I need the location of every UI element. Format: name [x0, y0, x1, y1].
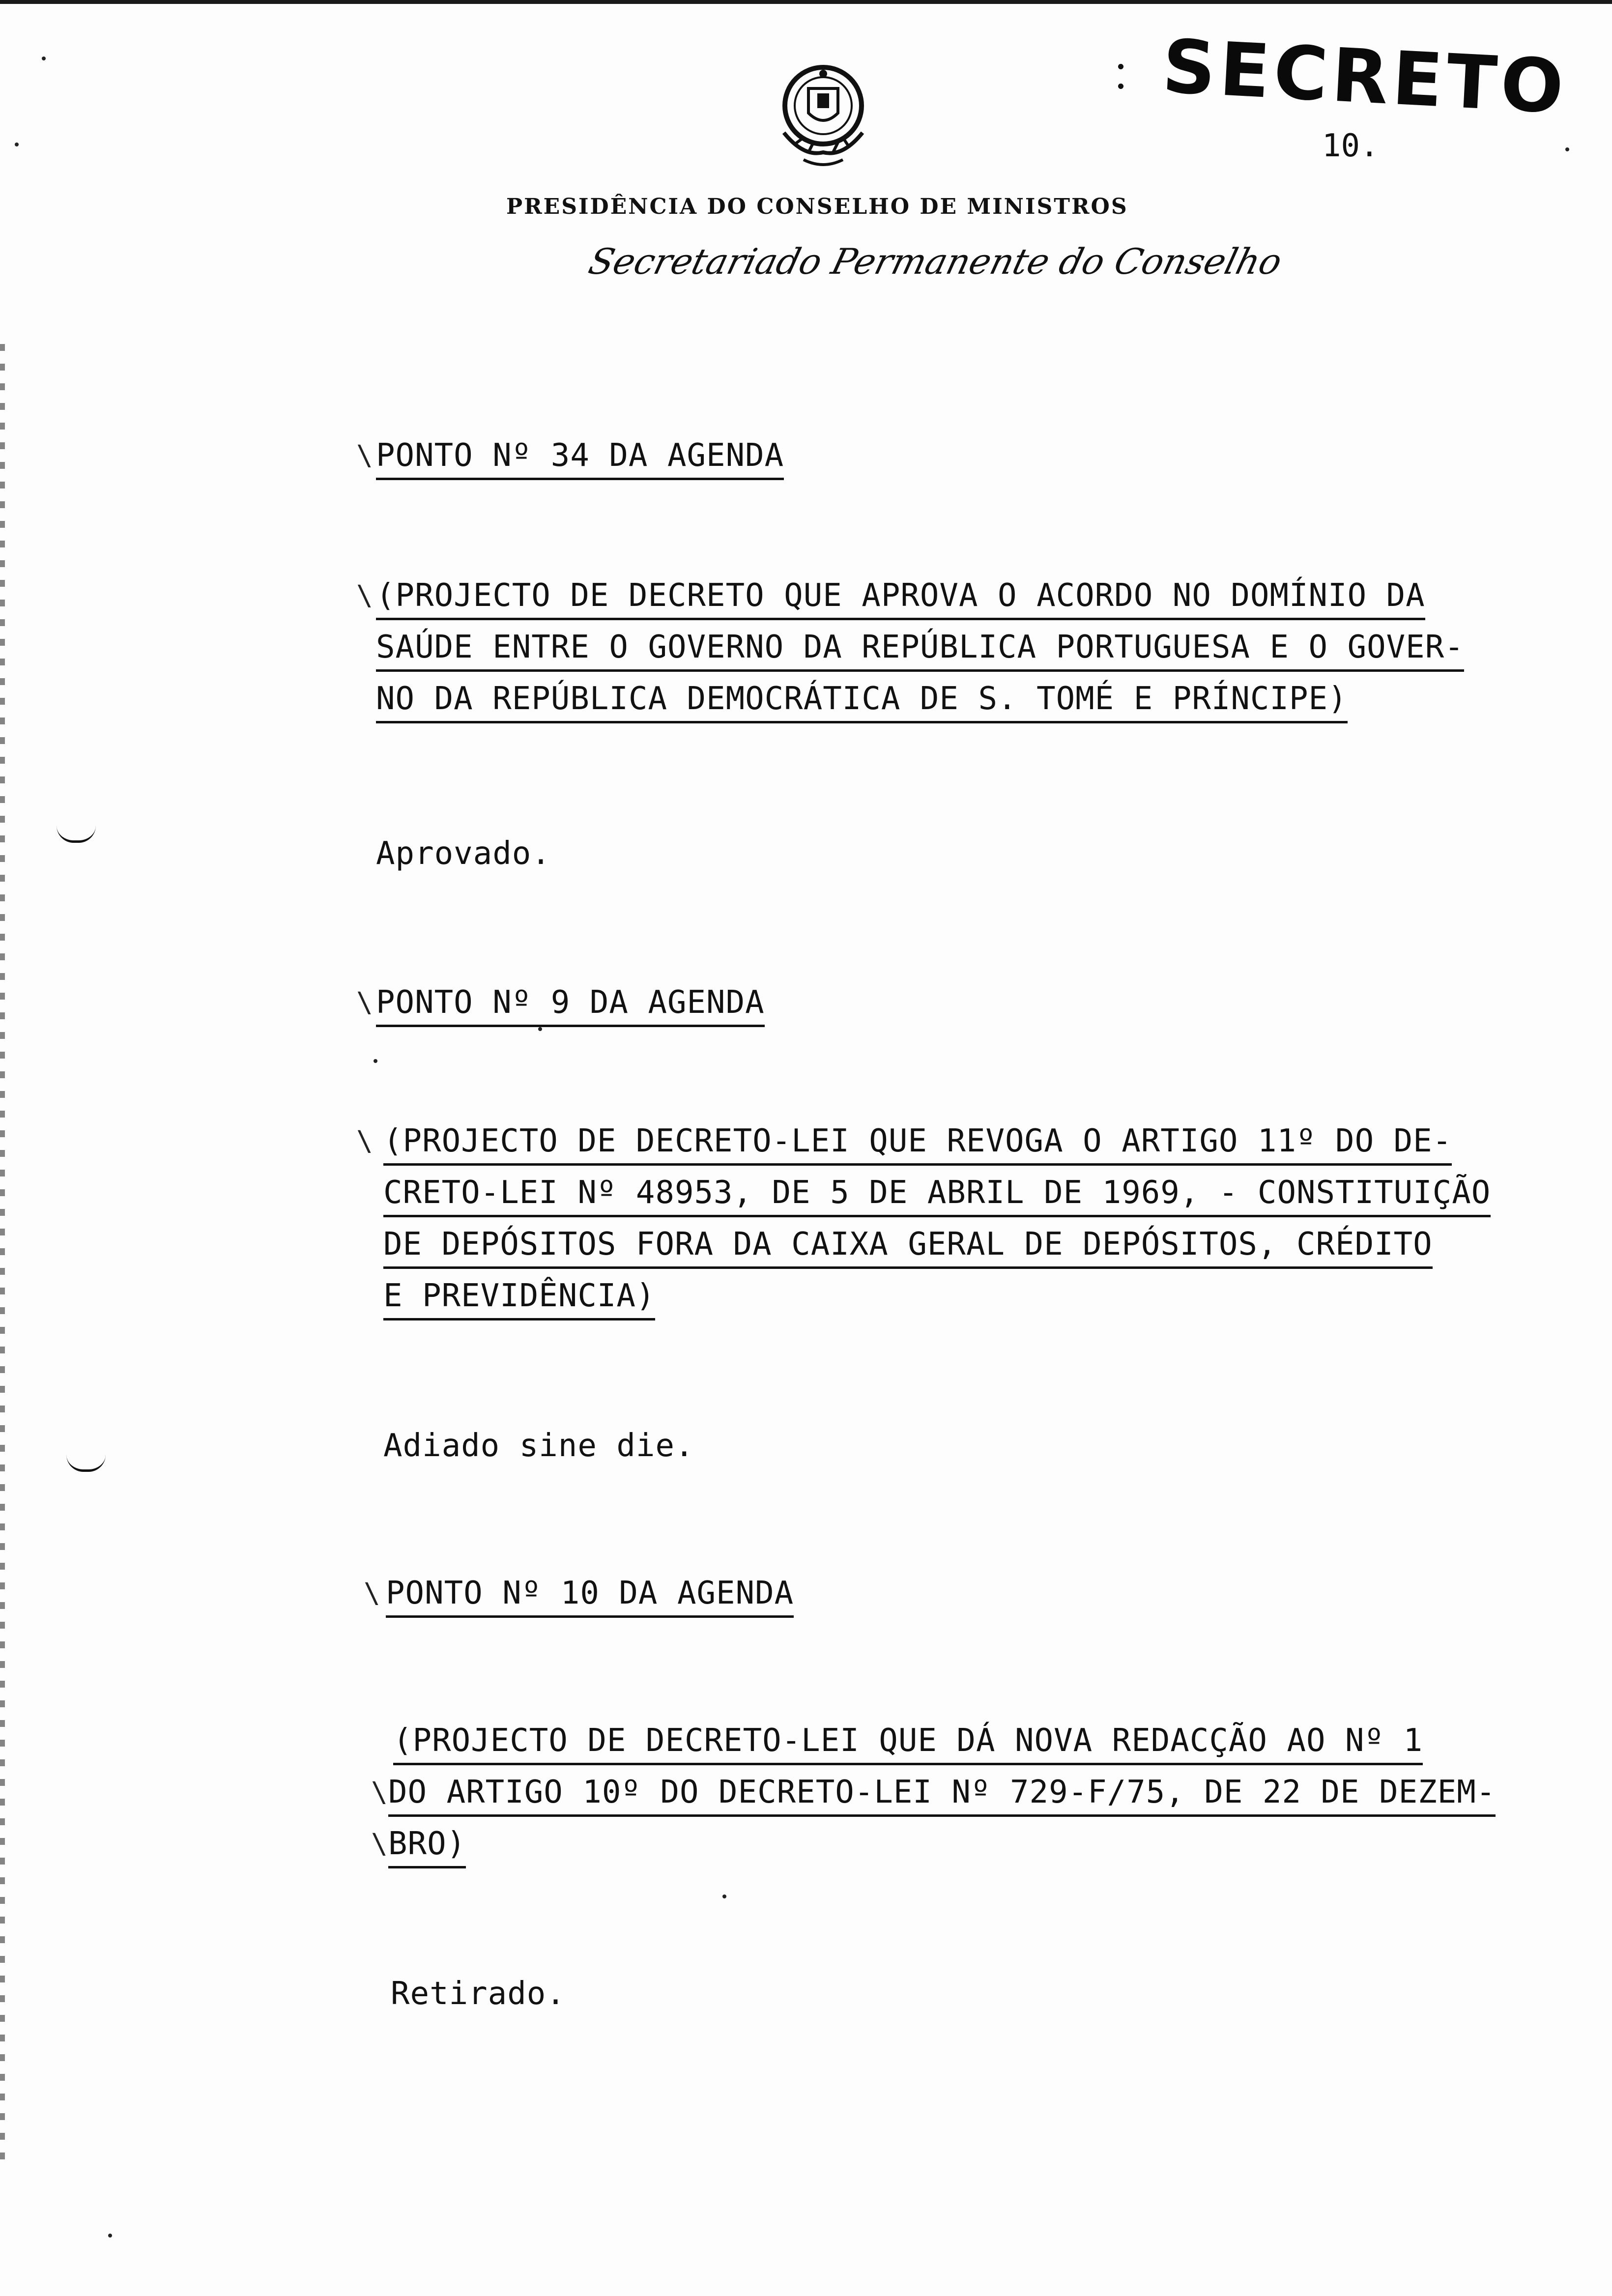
agenda-item-description-line: SAÚDE ENTRE O GOVERNO DA REPÚBLICA PORTUGUESA E O GOVER- — [376, 629, 1464, 665]
agenda-item-description-line: CRETO-LEI Nº 48953, DE 5 DE ABRIL DE 1969, - CONSTITUIÇÃO — [383, 1175, 1491, 1211]
agenda-item-description-line: BRO) — [388, 1826, 466, 1862]
agenda-item-decision: Adiado sine die. — [383, 1428, 694, 1464]
agenda-item-heading: PONTO Nº 34 DA AGENDA — [376, 437, 784, 474]
margin-tick: \ — [371, 1828, 388, 1860]
agenda-item-description-line: (PROJECTO DE DECRETO QUE APROVA O ACORDO NO DOMÍNIO DA — [376, 577, 1425, 614]
coat-of-arms-icon — [769, 59, 877, 172]
agenda-item-heading: PONTO Nº 10 DA AGENDA — [386, 1575, 794, 1611]
margin-mark — [57, 826, 96, 843]
margin-tick: \ — [356, 1125, 373, 1157]
scan-speck — [108, 2234, 112, 2238]
margin-tick: \ — [356, 987, 373, 1019]
agenda-item-description-line: DO ARTIGO 10º DO DECRETO-LEI Nº 729-F/75, DE 22 DE DEZEM- — [388, 1774, 1496, 1810]
agenda-item-description-line: E PREVIDÊNCIA) — [383, 1278, 655, 1314]
agenda-item-description-line: (PROJECTO DE DECRETO-LEI QUE DÁ NOVA REDACÇÃO AO Nº 1 — [393, 1722, 1423, 1759]
department-name: Secretariado Permanente do Conselho — [584, 241, 1286, 282]
scan-speck — [1565, 147, 1569, 151]
agenda-item-decision: Aprovado. — [376, 835, 551, 872]
institution-name: PRESIDÊNCIA DO CONSELHO DE MINISTROS — [506, 194, 1128, 219]
scan-speck — [42, 57, 46, 60]
margin-tick: \ — [356, 440, 373, 472]
page-number: 10. — [1322, 128, 1379, 164]
agenda-item-description-line: (PROJECTO DE DECRETO-LEI QUE REVOGA O ARTIGO 11º DO DE- — [383, 1123, 1452, 1159]
scan-speck — [722, 1894, 726, 1898]
left-binding-edge — [0, 344, 5, 2162]
classification-stamp: SECRETO — [1160, 24, 1570, 131]
margin-tick: \ — [356, 580, 373, 612]
scan-speck — [15, 143, 19, 146]
scan-speck — [374, 1059, 377, 1063]
margin-tick: \ — [364, 1578, 380, 1609]
scan-speck — [538, 1027, 542, 1031]
agenda-item-description-line: NO DA REPÚBLICA DEMOCRÁTICA DE S. TOMÉ E PRÍNCIPE) — [376, 681, 1348, 717]
margin-tick: \ — [371, 1777, 388, 1808]
margin-mark — [66, 1455, 106, 1472]
agenda-item-decision: Retirado. — [391, 1976, 566, 2012]
stamp-marks — [1118, 64, 1124, 93]
top-border-rule — [0, 0, 1612, 4]
agenda-item-description-line: DE DEPÓSITOS FORA DA CAIXA GERAL DE DEPÓSITOS, CRÉDITO — [383, 1226, 1433, 1263]
agenda-item-heading: PONTO Nº 9 DA AGENDA — [376, 984, 765, 1021]
